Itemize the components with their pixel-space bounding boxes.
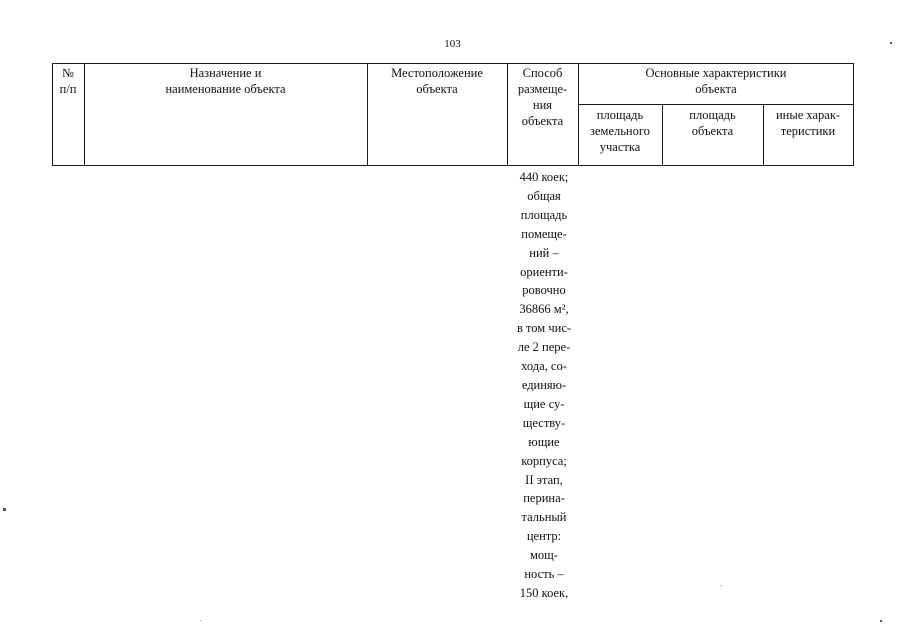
cell-line: ровочно xyxy=(522,283,566,298)
cell-line: ющие xyxy=(528,434,560,449)
scan-speck xyxy=(3,508,6,511)
scan-speck xyxy=(200,620,201,621)
cell-line: II этап, xyxy=(525,472,563,487)
page-number: 103 xyxy=(444,38,461,50)
placement-method-continuation-cell xyxy=(508,168,580,603)
cell-line: единяю- xyxy=(521,377,567,392)
header-location: Местоположение объекта xyxy=(391,66,483,96)
cell-line: помеще- xyxy=(521,226,567,241)
header-object-area: площадь объекта xyxy=(689,108,736,138)
cell-line: ность – xyxy=(524,567,564,582)
header-land-area: площадь земельного участка xyxy=(590,108,650,154)
table-header xyxy=(52,63,854,166)
cell-line: 440 коек; xyxy=(519,170,569,184)
cell-line: корпуса; xyxy=(521,453,567,468)
cell-line: хода, со- xyxy=(521,359,567,374)
cell-line: центр: xyxy=(526,529,562,544)
header-placement-method: Способ размеще- ния объекта xyxy=(517,66,568,128)
cell-line: ориенти- xyxy=(520,264,568,279)
cell-line: мощ- xyxy=(530,548,558,563)
cell-line: 36866 м², xyxy=(519,302,569,317)
cell-line: тальный xyxy=(521,510,567,525)
cell-line: площадь xyxy=(520,207,568,222)
header-purpose: Назначение и наименование объекта xyxy=(165,66,286,96)
scan-speck xyxy=(890,42,892,44)
cell-line: щие су- xyxy=(523,396,565,411)
cell-line: перина- xyxy=(523,491,565,506)
characteristics-divider xyxy=(578,104,854,105)
header-bottom-border xyxy=(52,165,854,166)
scan-speck xyxy=(880,620,882,622)
header-top-border xyxy=(52,63,854,64)
cell-line: общая xyxy=(527,188,561,203)
cell-line: в том чис- xyxy=(516,321,572,336)
cell-line: 150 коек, xyxy=(519,585,569,600)
header-other-characteristics: иные харак- теристики xyxy=(775,108,841,138)
scan-speck xyxy=(720,585,721,586)
cell-line: ществу- xyxy=(522,415,566,430)
header-number: № п/п xyxy=(59,66,77,96)
header-main-characteristics: Основные характеристики объекта xyxy=(645,66,787,96)
cell-line: ле 2 пере- xyxy=(517,340,571,355)
cell-line: ний – xyxy=(529,245,559,260)
